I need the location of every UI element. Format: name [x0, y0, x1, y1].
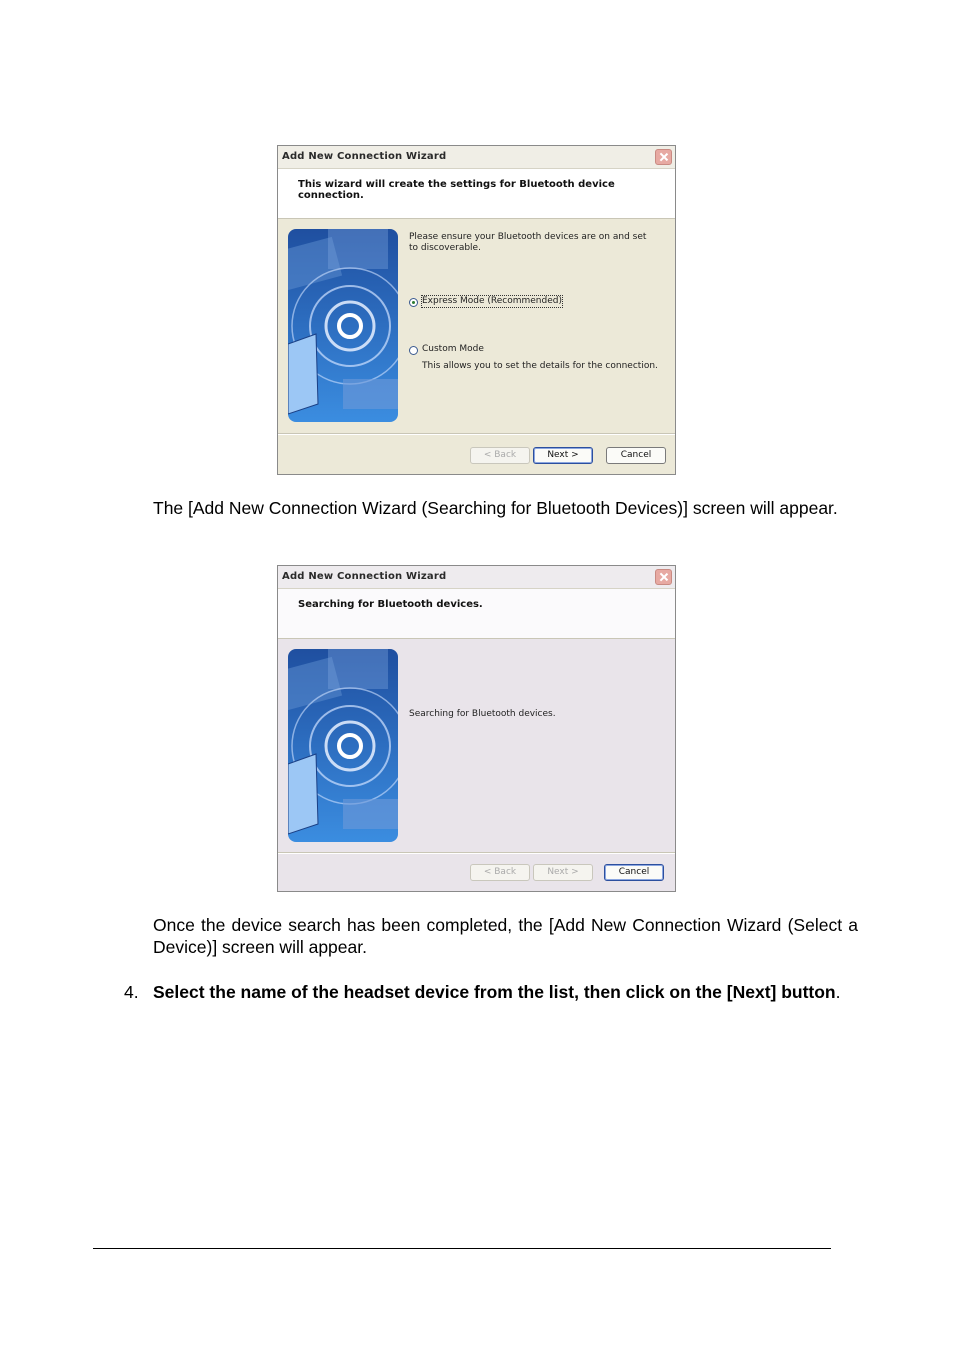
title-bar — [278, 146, 675, 169]
wizard-header — [278, 169, 675, 219]
step-instruction — [153, 981, 858, 1003]
searching-status-text: Searching for Bluetooth devices. — [409, 709, 556, 719]
bluetooth-illustration-icon — [288, 649, 398, 842]
wizard-dialog-mode-select — [277, 145, 676, 475]
wizard-header — [278, 589, 675, 639]
back-button[interactable]: < Back — [470, 447, 530, 464]
paragraph-searching-screen: The [Add New Connection Wizard (Searching for Bluetooth Devices)] screen will appear. — [153, 498, 838, 518]
header-text: Searching for Bluetooth devices. — [298, 599, 483, 610]
back-button[interactable]: < Back — [470, 864, 530, 881]
express-mode-label[interactable]: Express Mode (Recommended) — [422, 296, 562, 306]
divider — [278, 433, 675, 435]
dialog-title: Add New Connection Wizard — [282, 571, 447, 582]
cancel-button[interactable]: Cancel — [604, 864, 664, 881]
wizard-body — [278, 219, 675, 433]
step-number: 4. — [124, 982, 139, 1002]
wizard-body — [278, 639, 675, 853]
dialog-title: Add New Connection Wizard — [282, 151, 447, 162]
paragraph-search-complete: Once the device search has been completed, the [Add New Connection Wizard (Select a Device)] screen will appear. — [153, 915, 858, 957]
header-text: This wizard will create the settings for Bluetooth device connection. — [298, 179, 615, 201]
next-button[interactable]: Next > — [533, 864, 593, 881]
cancel-button[interactable]: Cancel — [606, 447, 666, 464]
custom-mode-radio[interactable] — [409, 346, 418, 355]
close-icon[interactable] — [655, 569, 672, 585]
wizard-dialog-searching — [277, 565, 676, 892]
title-bar — [278, 566, 675, 589]
next-button[interactable]: Next > — [533, 447, 593, 464]
intro-text: Please ensure your Bluetooth devices are on and set to discoverable. — [409, 232, 647, 253]
footer-rule — [93, 1248, 831, 1249]
close-icon[interactable] — [655, 149, 672, 165]
step-instruction-bold: Select the name of the headset device from the list, then click on the [Next] button — [153, 982, 836, 1002]
step-instruction-end: . — [835, 982, 841, 1002]
custom-mode-label[interactable]: Custom Mode — [422, 344, 484, 354]
express-mode-radio[interactable] — [409, 298, 418, 307]
custom-mode-description: This allows you to set the details for the connection. — [422, 361, 658, 371]
bluetooth-illustration-icon — [288, 229, 398, 422]
divider — [278, 852, 675, 854]
